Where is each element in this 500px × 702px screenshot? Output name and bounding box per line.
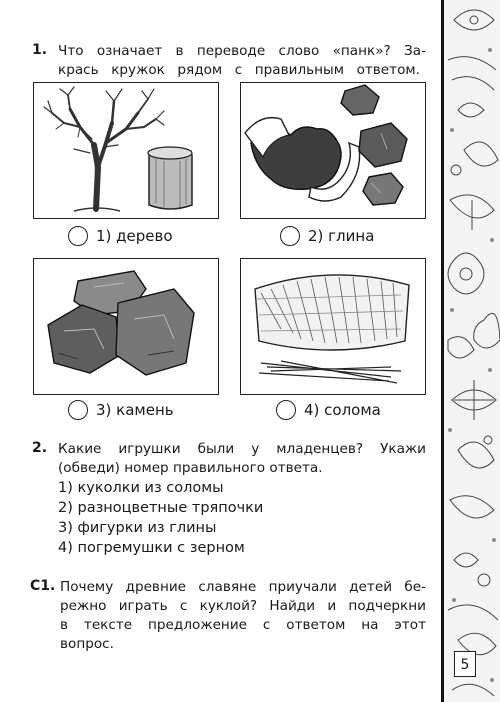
tree-picture bbox=[33, 82, 219, 219]
question-c1-number: С1. bbox=[30, 578, 56, 594]
option-4[interactable] bbox=[276, 400, 381, 420]
question-2-number: 2. bbox=[32, 440, 48, 456]
question-1-line-2: крась кружок рядом с правильным ответом. bbox=[58, 62, 420, 78]
option-2-label: 2) глина bbox=[308, 227, 375, 245]
answer-item-2[interactable]: 2) разноцветные тряпочки bbox=[58, 500, 264, 516]
ornamental-border bbox=[444, 0, 500, 702]
question-c1-line-2: режно играть с куклой? Найди и подчеркни bbox=[60, 598, 426, 614]
option-1-label: 1) дерево bbox=[96, 227, 173, 245]
straw-picture bbox=[240, 258, 426, 395]
option-3-label: 3) камень bbox=[96, 401, 174, 419]
option-2[interactable] bbox=[280, 226, 374, 246]
question-2-line-1: Какие игрушки были у младенцев? Укажи bbox=[58, 441, 426, 457]
stones-picture bbox=[33, 258, 219, 395]
option-4-circle[interactable] bbox=[276, 400, 296, 420]
tree-illustration bbox=[34, 83, 218, 218]
question-c1-line-1: Почему древние славяне приучали детей бе- bbox=[60, 579, 426, 595]
question-1-number: 1. bbox=[32, 42, 48, 58]
option-1[interactable] bbox=[68, 226, 173, 246]
ornament-pattern bbox=[444, 0, 500, 702]
option-3-circle[interactable] bbox=[68, 400, 88, 420]
option-3[interactable] bbox=[68, 400, 174, 420]
option-1-circle[interactable] bbox=[68, 226, 88, 246]
question-1-line-1: Что означает в переводе слово «панк»? За- bbox=[58, 43, 426, 59]
clay-picture bbox=[240, 82, 426, 219]
question-c1-line-4: вопрос. bbox=[60, 636, 114, 652]
stones-illustration bbox=[34, 259, 218, 394]
stump bbox=[148, 147, 192, 209]
answer-item-3[interactable]: 3) фигурки из глины bbox=[58, 520, 217, 536]
option-4-label: 4) солома bbox=[304, 401, 381, 419]
answer-item-1[interactable]: 1) куколки из соломы bbox=[58, 480, 224, 496]
answer-item-4[interactable]: 4) погремушки с зерном bbox=[58, 540, 245, 556]
question-c1-line-3: в тексте предложение с ответом на этот bbox=[60, 617, 426, 633]
option-2-circle[interactable] bbox=[280, 226, 300, 246]
straw-illustration bbox=[241, 259, 425, 394]
page-number: 5 bbox=[454, 651, 476, 677]
question-2-line-2: (обведи) номер правильного ответа. bbox=[58, 460, 323, 476]
clay-illustration bbox=[241, 83, 425, 218]
